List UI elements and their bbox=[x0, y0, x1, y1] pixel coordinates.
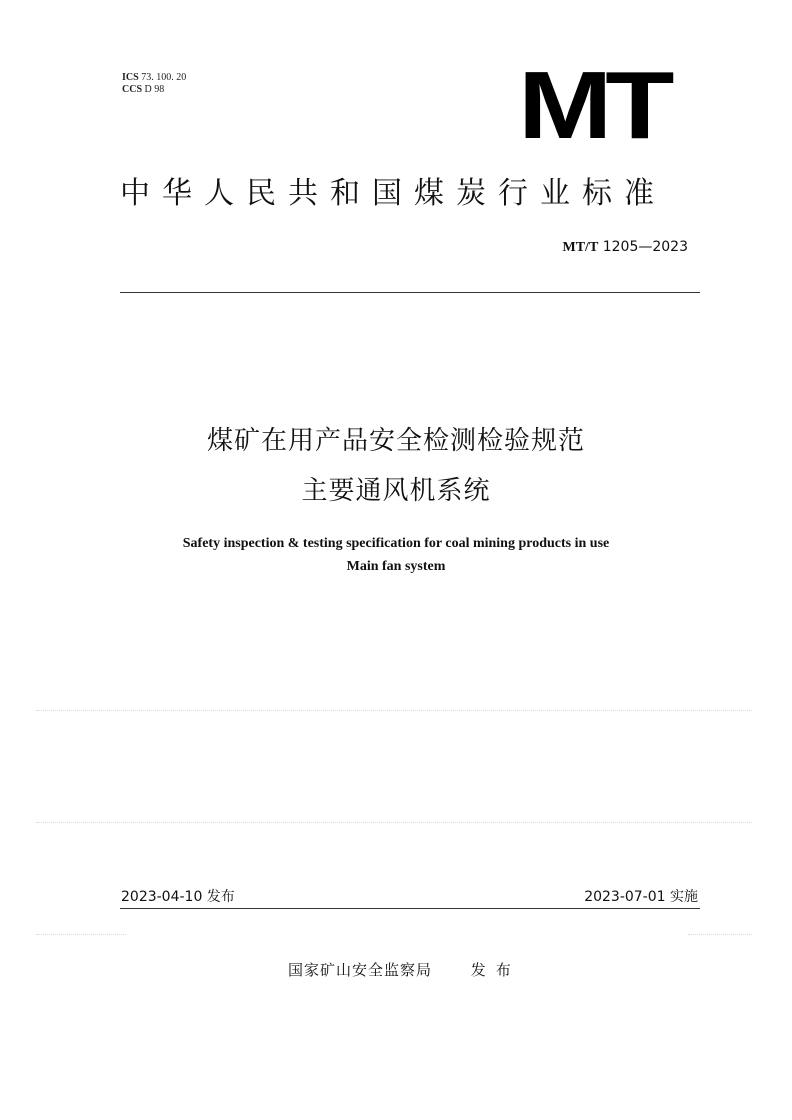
classification-codes bbox=[122, 72, 186, 96]
issue-date: 2023-04-10 发布 bbox=[121, 889, 235, 905]
standard-number-prefix: MT/T bbox=[562, 240, 599, 255]
ccs-value: D 98 bbox=[144, 84, 165, 95]
ccs-label: CCS bbox=[122, 84, 143, 95]
title-en-line1: Safety inspection & testing specification for coal mining products in use bbox=[182, 536, 610, 551]
issuing-action: 发布 bbox=[470, 961, 521, 979]
ics-code bbox=[122, 72, 186, 84]
dotted-guide-3-right bbox=[688, 934, 752, 935]
title-en-line2: Main fan system bbox=[346, 559, 446, 574]
standard-category: 中华人民共和国煤炭行业标准 bbox=[120, 176, 666, 211]
ics-label: ICS bbox=[122, 72, 139, 83]
ccs-code bbox=[122, 84, 186, 96]
bottom-divider bbox=[120, 908, 700, 909]
dotted-guide-2 bbox=[36, 822, 752, 823]
ics-value: 73. 100. 20 bbox=[141, 72, 187, 83]
top-divider bbox=[120, 292, 700, 293]
mt-logo: MT bbox=[518, 52, 668, 159]
issuing-organization: 国家矿山安全监察局 bbox=[288, 961, 433, 979]
implementation-date: 2023-07-01 实施 bbox=[584, 889, 698, 905]
standard-number-value: 1205—2023 bbox=[602, 239, 688, 255]
issuer-line bbox=[288, 960, 521, 980]
title-cn-line1: 煤矿在用产品安全检测检验规范 bbox=[206, 426, 585, 456]
standard-number bbox=[563, 238, 689, 257]
dotted-guide-3-left bbox=[36, 934, 126, 935]
title-cn-line2: 主要通风机系统 bbox=[301, 476, 491, 506]
dotted-guide-1 bbox=[36, 710, 752, 711]
